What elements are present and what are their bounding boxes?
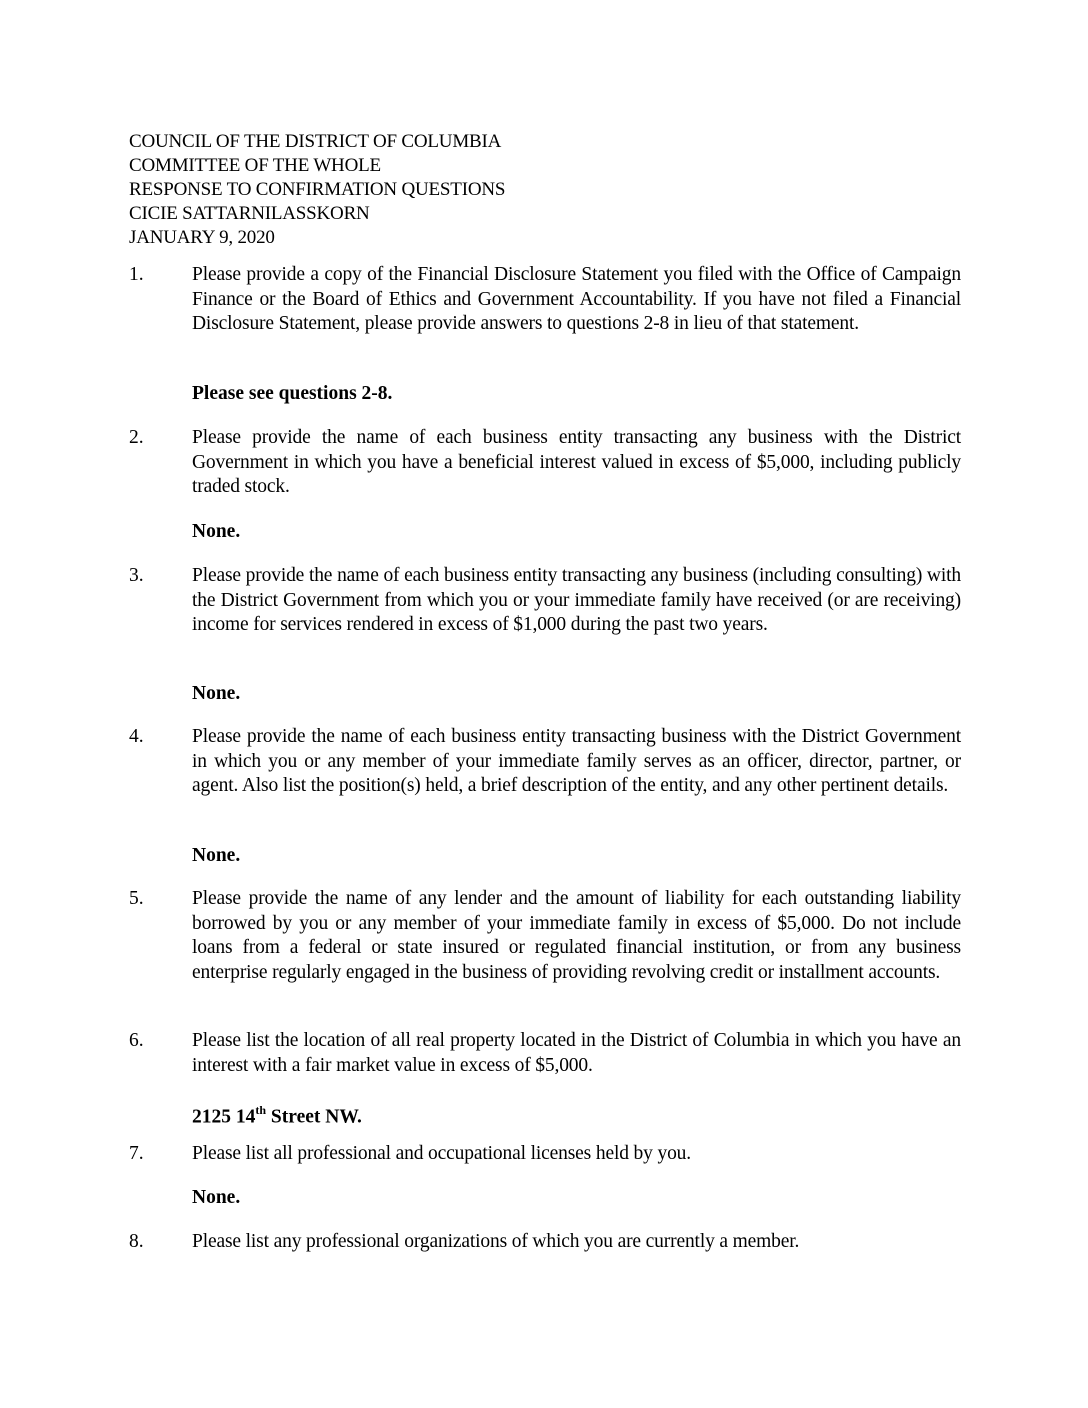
question-3 [129,564,961,638]
question-number: 3. [129,565,144,586]
header-nominee: CICIE SATTARNILASSKORN [129,203,370,224]
header-title: RESPONSE TO CONFIRMATION QUESTIONS [129,179,506,200]
question-1 [129,263,961,337]
question-2 [129,426,961,500]
question-7 [129,1142,961,1167]
question-5 [129,887,961,985]
header-date: JANUARY 9, 2020 [129,227,275,248]
question-4 [129,725,961,799]
question-text: Please provide the name of each business entity transacting any business (including consulting) with the District Government from which you or your immediate family have received (or are receiving) income for services rendered in excess of $1,000 during the past two years. [192,565,961,635]
answer-6-number: 2125 14 [192,1106,256,1128]
question-number: 6. [129,1030,144,1051]
question-number: 4. [129,726,144,747]
question-text: Please list any professional organizations of which you are currently a member. [192,1231,800,1252]
question-text: Please provide a copy of the Financial Disclosure Statement you filed with the Office of Campaign Finance or the Board of Ethics and Government Accountability. If you have not filed a Financial Disclosure Statement, please provide answers to questions 2-8 in lieu of that statement. [192,264,961,334]
question-6 [129,1029,961,1078]
question-text: Please provide the name of each business entity transacting any business with the District Government in which you have a beneficial interest valued in excess of $5,000, including publicly traded stock. [192,427,961,497]
question-8 [129,1230,961,1255]
answer-6 [192,1099,362,1130]
answer-7: None. [192,1187,241,1208]
question-number: 1. [129,264,144,285]
document-header [129,130,505,250]
question-text: Please list the location of all real property located in the District of Columbia in which you have an interest with a fair market value in excess of $5,000. [192,1030,961,1076]
question-text: Please provide the name of any lender and the amount of liability for each outstanding liability borrowed by you or any member of your immediate family in excess of $5,000. Do not include loans from a federal or state insured or regulated financial institution, or from any business enterprise regularly engaged in the business of providing revolving credit or installment accounts. [192,888,961,983]
answer-3: None. [192,683,241,704]
question-text: Please list all professional and occupational licenses held by you. [192,1143,691,1164]
answer-4: None. [192,845,241,866]
question-number: 5. [129,888,144,909]
header-council: COUNCIL OF THE DISTRICT OF COLUMBIA [129,131,502,152]
answer-1: Please see questions 2-8. [192,383,393,404]
question-number: 7. [129,1143,144,1164]
answer-6-ordinal: th [255,1103,267,1117]
question-number: 8. [129,1231,144,1252]
answer-2: None. [192,521,241,542]
header-committee: COMMITTEE OF THE WHOLE [129,155,381,176]
question-text: Please provide the name of each business entity transacting business with the District Government in which you or any member of your immediate family serves as an officer, director, partner, or agent. Also list the position(s) held, a brief description of the entity, and any other pertinent details. [192,726,961,796]
question-number: 2. [129,427,144,448]
answer-6-street: Street NW. [266,1106,362,1128]
